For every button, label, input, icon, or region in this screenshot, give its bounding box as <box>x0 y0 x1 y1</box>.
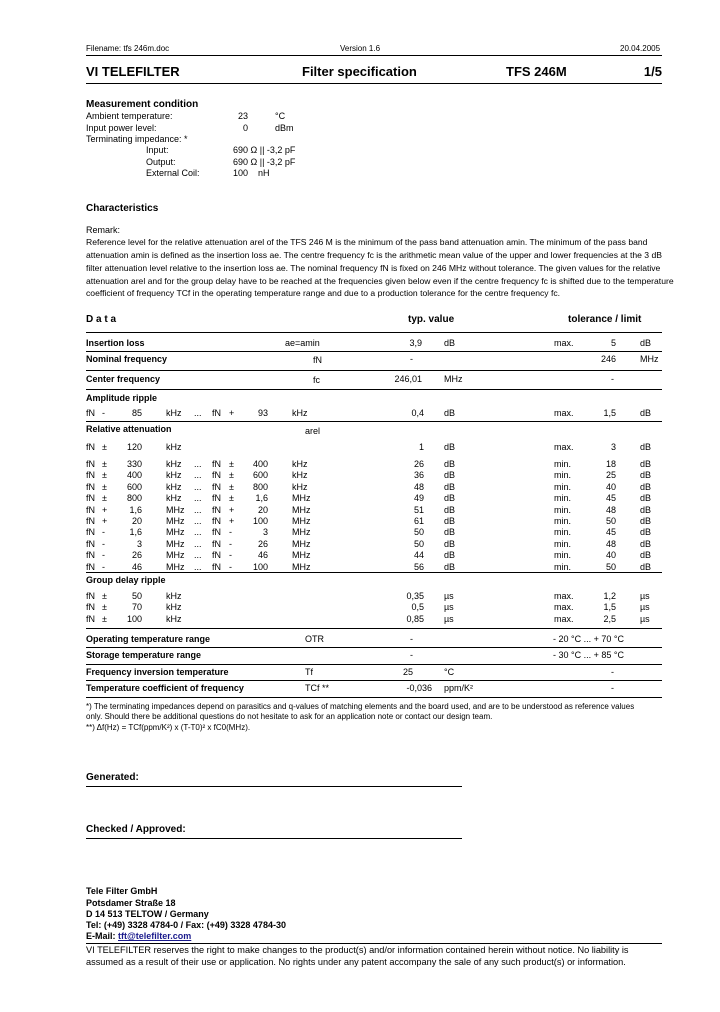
part-number: TFS 246M <box>506 64 567 79</box>
insertion-loss-limunit: dB <box>640 338 652 348</box>
date: 20.04.2005 <box>620 44 661 53</box>
limit-unit: µs <box>640 591 650 601</box>
center-frequency-label: Center frequency <box>86 374 161 384</box>
center-frequency-typ: 246,01 <box>394 374 422 384</box>
freq-symbol: fN <box>86 408 95 418</box>
freq-value: 3 <box>262 527 268 538</box>
insertion-loss-lim: max. <box>554 338 574 348</box>
storage-lim: - 30 °C ... + 85 °C <box>553 650 624 660</box>
typ-unit: dB <box>444 516 456 526</box>
freq-unit: MHz <box>166 504 185 515</box>
limit-type: min. <box>554 527 572 538</box>
freq-operator: - <box>102 408 105 418</box>
limit-type: min. <box>554 538 572 549</box>
limit-unit: dB <box>640 459 652 469</box>
typ-value: 48 <box>413 481 424 492</box>
freq-unit: kHz <box>292 459 308 469</box>
limit-type: max. <box>554 591 574 601</box>
center-frequency-symbol: fc <box>313 375 321 385</box>
freq-ellipsis: ... <box>194 516 202 526</box>
meas-value: 690 Ω || -3,2 pF <box>233 145 296 155</box>
freq-symbol: fN <box>86 459 95 469</box>
freq-operator: + <box>102 504 108 515</box>
limit-value: 1,2 <box>603 591 616 601</box>
limit-type: max. <box>554 602 574 613</box>
otr-lim: - 20 °C ... + 70 °C <box>553 634 624 644</box>
typ-value: 1 <box>418 442 424 452</box>
meas-label: Terminating impedance: * <box>86 134 188 144</box>
freq-operator: ± <box>102 591 107 601</box>
freq-operator: ± <box>229 459 234 469</box>
address-company: Tele Filter GmbH <box>86 886 158 896</box>
freq-ellipsis: ... <box>194 504 202 515</box>
limit-value: 48 <box>605 538 616 549</box>
freq-unit: MHz <box>166 538 185 549</box>
freq-operator: ± <box>229 481 234 492</box>
row-rule <box>86 351 662 352</box>
typ-value: 36 <box>413 470 424 481</box>
limit-unit: µs <box>640 613 650 624</box>
freq-ellipsis: ... <box>194 481 202 492</box>
col-tolerance: tolerance / limit <box>568 314 642 325</box>
freq-ellipsis: ... <box>194 493 202 504</box>
meas-label: Output: <box>146 157 176 167</box>
freq-symbol: fN <box>212 516 221 526</box>
freq-value: 800 <box>126 493 142 504</box>
limit-type: min. <box>554 470 572 481</box>
freq-unit: kHz <box>166 408 182 418</box>
version: Version 1.6 <box>340 44 381 53</box>
amplitude-ripple-label: Amplitude ripple <box>86 393 158 403</box>
typ-value: 26 <box>413 459 424 469</box>
typ-unit: dB <box>444 459 456 469</box>
row-rule <box>86 370 662 371</box>
freq-unit: kHz <box>166 459 182 469</box>
freq-operator: - <box>229 538 232 549</box>
nominal-frequency-limval: 246 <box>600 354 616 364</box>
email-label: E-Mail: <box>86 931 119 941</box>
limit-value: 50 <box>605 516 616 526</box>
freq-operator: - <box>102 561 105 572</box>
freq-value: 1,6 <box>129 504 142 515</box>
freq-value: 46 <box>131 561 142 572</box>
freq-unit: MHz <box>166 527 185 538</box>
title-rule <box>86 83 662 84</box>
limit-type: max. <box>554 408 574 418</box>
typ-value: 0,85 <box>406 613 424 624</box>
limit-value: 1,5 <box>603 408 616 418</box>
freq-value: 26 <box>257 538 268 549</box>
freq-operator: ± <box>102 613 107 624</box>
freq-value: 3 <box>136 538 142 549</box>
freq-symbol: fN <box>86 470 95 481</box>
freq-value: 100 <box>252 561 268 572</box>
limit-type: min. <box>554 459 572 469</box>
freq-symbol: fN <box>86 516 95 526</box>
freq-unit: kHz <box>166 613 182 624</box>
limit-type: min. <box>554 481 572 492</box>
row-rule <box>86 421 662 422</box>
limit-unit: dB <box>640 527 652 538</box>
meas-unit: nH <box>258 168 270 178</box>
insertion-loss-symbol: ae=amin <box>285 338 320 348</box>
freq-operator: + <box>102 516 108 526</box>
freq-value: 70 <box>131 602 142 613</box>
limit-unit: dB <box>640 481 652 492</box>
inversion-unit: °C <box>444 667 455 677</box>
row-rule <box>86 628 662 629</box>
typ-unit: dB <box>444 470 456 481</box>
typ-unit: dB <box>444 504 456 515</box>
freq-unit: MHz <box>292 493 311 504</box>
typ-value: 61 <box>413 516 424 526</box>
relative-attenuation-symbol: arel <box>305 426 321 436</box>
storage-typ: - <box>410 650 413 660</box>
disclaimer-line-2: assumed as a result of their use or application. No rights under any patent accompany the sale of any such product(s) or information. <box>86 957 626 967</box>
table-bottom-rule <box>86 697 662 698</box>
freq-symbol: fN <box>212 408 221 418</box>
inversion-typ: 25 <box>402 667 413 677</box>
freq-value: 800 <box>252 481 268 492</box>
limit-unit: dB <box>640 470 652 481</box>
page-number: 1/5 <box>643 64 662 79</box>
row-rule <box>86 389 662 390</box>
freq-value: 1,6 <box>129 527 142 538</box>
freq-symbol: fN <box>86 527 95 538</box>
generated-line[interactable] <box>86 786 462 787</box>
freq-operator: - <box>102 527 105 538</box>
tcf-symbol: TCf ** <box>305 683 330 693</box>
freq-unit: MHz <box>166 516 185 526</box>
disclaimer-line-1: VI TELEFILTER reserves the right to make changes to the product(s) and/or information contained herein without notice. No liability is <box>86 945 629 955</box>
meas-unit: °C <box>275 111 286 121</box>
footnote-1: *) The terminating impedances depend on parasitics and q-values of matching elements and the board used, and are to be understood as reference values <box>86 702 635 711</box>
typ-unit: µs <box>444 613 454 624</box>
freq-ellipsis: ... <box>194 470 202 481</box>
meas-value: 23 <box>237 111 248 121</box>
freq-value: 20 <box>131 516 142 526</box>
freq-value: 400 <box>126 470 142 481</box>
freq-operator: ± <box>102 442 107 452</box>
typ-unit: dB <box>444 550 456 561</box>
freq-symbol: fN <box>212 550 221 561</box>
freq-symbol: fN <box>212 470 221 481</box>
freq-operator: - <box>229 550 232 561</box>
address-street: Potsdamer Straße 18 <box>86 898 176 908</box>
limit-value: 40 <box>605 481 616 492</box>
inversion-symbol: Tf <box>305 667 313 677</box>
freq-ellipsis: ... <box>194 527 202 538</box>
typ-unit: dB <box>444 538 456 549</box>
freq-unit: MHz <box>292 538 311 549</box>
limit-unit: dB <box>640 550 652 561</box>
limit-type: min. <box>554 561 572 572</box>
limit-value: 18 <box>605 459 616 469</box>
doc-title: Filter specification <box>302 64 417 79</box>
freq-value: 20 <box>257 504 268 515</box>
freq-symbol: fN <box>212 527 221 538</box>
center-frequency-lim: - <box>611 374 614 384</box>
freq-value: 26 <box>131 550 142 561</box>
limit-unit: dB <box>640 516 652 526</box>
limit-unit: dB <box>640 408 652 418</box>
freq-value: 93 <box>257 408 268 418</box>
meas-label: External Coil: <box>146 168 200 178</box>
footnote-1-cont: only. Should there be additional questions do not hesitate to ask for an application note or contact our design team. <box>86 712 493 721</box>
limit-value: 2,5 <box>603 613 616 624</box>
freq-unit: kHz <box>292 481 308 492</box>
meas-value: 100 <box>233 168 249 178</box>
typ-unit: dB <box>444 561 456 572</box>
approved-line[interactable] <box>86 838 462 839</box>
freq-operator: ± <box>102 481 107 492</box>
row-rule <box>86 680 662 681</box>
typ-unit: dB <box>444 408 456 418</box>
typ-unit: dB <box>444 442 456 452</box>
freq-symbol: fN <box>86 481 95 492</box>
limit-value: 25 <box>605 470 616 481</box>
storage-label: Storage temperature range <box>86 650 202 660</box>
limit-type: min. <box>554 550 572 561</box>
freq-value: 100 <box>126 613 142 624</box>
row-rule <box>86 572 662 573</box>
freq-operator: + <box>229 408 235 418</box>
freq-operator: - <box>102 550 105 561</box>
otr-label: Operating temperature range <box>86 634 211 644</box>
meas-value: 690 Ω || -3,2 pF <box>233 157 296 167</box>
freq-ellipsis: ... <box>194 459 202 469</box>
tcf-typ: -0,036 <box>406 683 432 693</box>
address-phone: Tel: (+49) 3328 4784-0 / Fax: (+49) 3328 4784-30 <box>86 920 286 930</box>
footer-rule <box>86 943 662 944</box>
limit-type: max. <box>554 442 574 452</box>
remark-line: coefficient of frequency TCf in the operating temperature range and due to a production tolerance for the centre frequency fc. <box>86 288 561 298</box>
freq-operator: ± <box>102 459 107 469</box>
insertion-loss-unit: dB <box>444 338 456 348</box>
limit-value: 48 <box>605 504 616 515</box>
typ-value: 0,4 <box>411 408 424 418</box>
freq-symbol: fN <box>86 550 95 561</box>
freq-unit: kHz <box>166 442 182 452</box>
limit-unit: dB <box>640 538 652 549</box>
typ-value: 50 <box>413 538 424 549</box>
freq-value: 85 <box>131 408 142 418</box>
freq-unit: MHz <box>292 527 311 538</box>
limit-value: 1,5 <box>603 602 616 613</box>
freq-operator: ± <box>102 493 107 504</box>
typ-unit: µs <box>444 591 454 601</box>
approved-label: Checked / Approved: <box>86 824 186 835</box>
freq-unit: kHz <box>166 602 182 613</box>
center-frequency-unit: MHz <box>444 374 463 384</box>
freq-symbol: fN <box>212 538 221 549</box>
freq-unit: kHz <box>166 591 182 601</box>
freq-value: 100 <box>252 516 268 526</box>
freq-unit: MHz <box>292 516 311 526</box>
typ-value: 44 <box>413 550 424 561</box>
typ-unit: µs <box>444 602 454 613</box>
characteristics-title: Characteristics <box>86 203 159 214</box>
remark-label: Remark: <box>86 225 121 235</box>
freq-unit: kHz <box>292 408 308 418</box>
freq-symbol: fN <box>212 504 221 515</box>
limit-value: 50 <box>605 561 616 572</box>
freq-symbol: fN <box>86 538 95 549</box>
limit-unit: µs <box>640 602 650 613</box>
meas-label: Ambient temperature: <box>86 111 173 121</box>
limit-value: 40 <box>605 550 616 561</box>
freq-value: 600 <box>252 470 268 481</box>
nominal-frequency-symbol: fN <box>313 355 322 365</box>
freq-unit: MHz <box>292 504 311 515</box>
freq-ellipsis: ... <box>194 550 202 561</box>
typ-value: 49 <box>413 493 424 504</box>
freq-symbol: fN <box>212 493 221 504</box>
freq-value: 46 <box>257 550 268 561</box>
typ-value: 0,5 <box>411 602 424 613</box>
freq-operator: ± <box>229 493 234 504</box>
freq-operator: + <box>229 516 235 526</box>
limit-value: 45 <box>605 493 616 504</box>
freq-ellipsis: ... <box>194 561 202 572</box>
address-city: D 14 513 TELTOW / Germany <box>86 909 209 919</box>
freq-unit: kHz <box>166 481 182 492</box>
address-email-row <box>86 931 191 941</box>
row-rule <box>86 664 662 665</box>
freq-symbol: fN <box>86 493 95 504</box>
typ-unit: dB <box>444 481 456 492</box>
remark-line: Reference level for the relative attenuation arel of the TFS 246 M is the minimum of the pass band attenuation amin. The minimum of the pass band <box>86 237 648 247</box>
freq-operator: - <box>102 538 105 549</box>
freq-operator: - <box>229 561 232 572</box>
remark-line: attenuation amin is defined as the insertion loss ae. The centre frequency fc is the arithmetic mean value of the upper and lower frequencies at the 3 dB <box>86 250 662 260</box>
company-name: VI TELEFILTER <box>86 64 180 79</box>
limit-type: max. <box>554 613 574 624</box>
insertion-loss-label: Insertion loss <box>86 338 145 348</box>
freq-unit: MHz <box>292 550 311 561</box>
freq-unit: MHz <box>166 550 185 561</box>
freq-symbol: fN <box>212 561 221 572</box>
freq-unit: kHz <box>292 470 308 481</box>
relative-attenuation-label: Relative attenuation <box>86 424 172 434</box>
freq-symbol: fN <box>86 504 95 515</box>
freq-unit: MHz <box>166 561 185 572</box>
freq-symbol: fN <box>86 591 95 601</box>
limit-unit: dB <box>640 504 652 515</box>
freq-value: 120 <box>126 442 142 452</box>
remark-line: filter attenuation level relative to the insertion loss ae. The nominal frequency fN is fixed on 246 MHz without tolerance. The given values for the relative <box>86 263 661 273</box>
remark-line: attenuation arel and for the group delay have to be reached at the frequencies given below even if the centre frequency fc is shifted due to the temperature <box>86 276 674 286</box>
freq-value: 330 <box>126 459 142 469</box>
inversion-lim: - <box>611 667 614 677</box>
insertion-loss-typ: 3,9 <box>409 338 422 348</box>
limit-unit: dB <box>640 442 652 452</box>
freq-unit: MHz <box>292 561 311 572</box>
typ-value: 0,35 <box>406 591 424 601</box>
limit-type: min. <box>554 504 572 515</box>
nominal-frequency-typ: - <box>410 354 413 364</box>
nominal-frequency-label: Nominal frequency <box>86 354 168 364</box>
typ-value: 56 <box>413 561 424 572</box>
freq-operator: + <box>229 504 235 515</box>
freq-operator: - <box>229 527 232 538</box>
header-rule <box>86 55 662 56</box>
typ-unit: dB <box>444 493 456 504</box>
nominal-frequency-limunit: MHz <box>640 354 659 364</box>
otr-typ: - <box>410 634 413 644</box>
tcf-unit: ppm/K² <box>444 683 474 693</box>
freq-value: 400 <box>252 459 268 469</box>
freq-ellipsis: ... <box>194 408 202 418</box>
freq-value: 600 <box>126 481 142 492</box>
limit-value: 45 <box>605 527 616 538</box>
typ-value: 51 <box>413 504 424 515</box>
freq-unit: kHz <box>166 470 182 481</box>
freq-symbol: fN <box>86 602 95 613</box>
typ-unit: dB <box>444 527 456 538</box>
limit-unit: dB <box>640 561 652 572</box>
group-delay-label: Group delay ripple <box>86 575 166 585</box>
tcf-label: Temperature coefficient of frequency <box>86 683 244 693</box>
freq-symbol: fN <box>212 481 221 492</box>
limit-type: min. <box>554 493 572 504</box>
freq-symbol: fN <box>212 459 221 469</box>
freq-unit: kHz <box>166 493 182 504</box>
row-rule <box>86 647 662 648</box>
email-link[interactable]: tft@telefilter.com <box>118 931 192 941</box>
insertion-loss-limval: 5 <box>610 338 616 348</box>
freq-operator: ± <box>229 470 234 481</box>
freq-symbol: fN <box>86 442 95 452</box>
otr-symbol: OTR <box>305 634 324 644</box>
meas-value: 0 <box>242 123 248 133</box>
meas-label: Input: <box>146 145 169 155</box>
inversion-label: Frequency inversion temperature <box>86 667 229 677</box>
typ-value: 50 <box>413 527 424 538</box>
limit-unit: dB <box>640 493 652 504</box>
freq-operator: ± <box>102 470 107 481</box>
meas-label: Input power level: <box>86 123 157 133</box>
table-top-rule <box>86 332 662 333</box>
freq-value: 50 <box>131 591 142 601</box>
freq-ellipsis: ... <box>194 538 202 549</box>
footnote-2: **) Δf(Hz) = TCf(ppm/K²) x (T-T0)² x fC0(MHz). <box>86 723 251 732</box>
freq-operator: ± <box>102 602 107 613</box>
col-typ: typ. value <box>408 314 455 325</box>
measurement-title: Measurement condition <box>86 99 199 110</box>
limit-type: min. <box>554 516 572 526</box>
tcf-lim: - <box>611 683 614 693</box>
freq-symbol: fN <box>86 613 95 624</box>
meas-unit: dBm <box>275 123 294 133</box>
generated-label: Generated: <box>86 772 139 783</box>
filename: Filename: tfs 246m.doc <box>86 44 170 53</box>
col-data: D a t a <box>86 314 117 325</box>
limit-value: 3 <box>610 442 616 452</box>
freq-value: 1,6 <box>255 493 268 504</box>
freq-symbol: fN <box>86 561 95 572</box>
